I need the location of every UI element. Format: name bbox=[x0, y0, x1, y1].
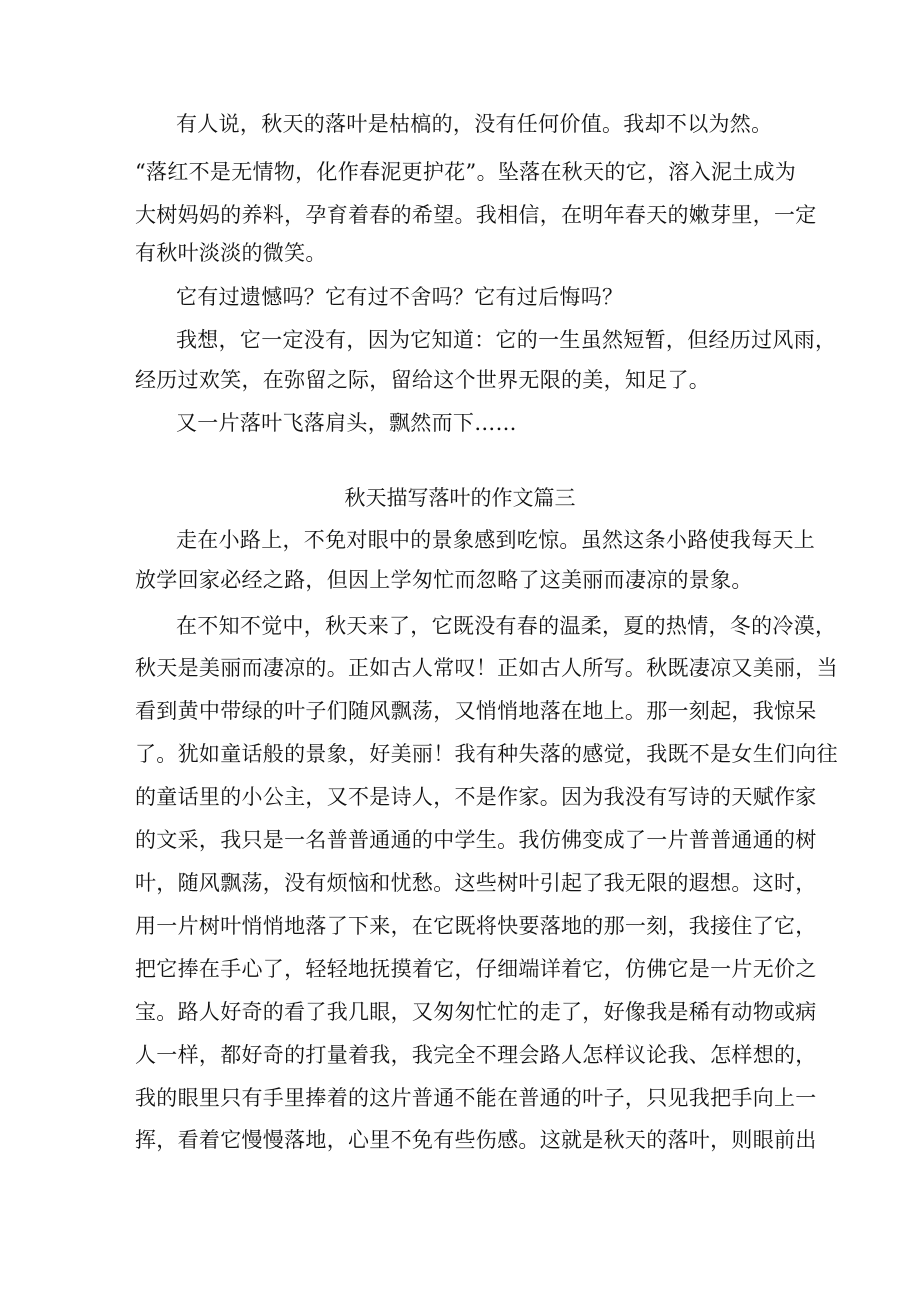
paragraph-line: 大树妈妈的养料，孕育着春的希望。我相信，在明年春天的嫩芽里，一定 bbox=[135, 203, 817, 227]
paragraph-line: 有人说，秋天的落叶是枯槁的，没有任何价值。我却不以为然。 bbox=[176, 112, 773, 136]
paragraph-line: 经历过欢笑，在弥留之际，留给这个世界无限的美，知足了。 bbox=[135, 368, 711, 392]
paragraph-line: 叶，随风飘荡，没有烦恼和忧愁。这些树叶引起了我无限的遐想。这时， bbox=[135, 871, 817, 895]
paragraph-line: 我的眼里只有手里捧着的这片普通不能在普通的叶子，只见我把手向上一 bbox=[135, 1086, 817, 1110]
paragraph-line: 放学回家必经之路，但因上学匆忙而忽略了这美丽而凄凉的景象。 bbox=[135, 568, 753, 592]
paragraph-line: 有秋叶淡淡的微笑。 bbox=[135, 241, 327, 265]
paragraph-line: 了。犹如童话般的景象，好美丽！我有种失落的感觉，我既不是女生们向往 bbox=[135, 742, 838, 766]
paragraph-line: 挥，看着它慢慢落地，心里不免有些伤感。这就是秋天的落叶，则眼前出 bbox=[135, 1128, 817, 1152]
paragraph-line: 把它捧在手心了，轻轻地抚摸着它，仔细端详着它，仿佛它是一片无价之 bbox=[135, 957, 817, 981]
paragraph-line: 又一片落叶飞落肩头，飘然而下…… bbox=[176, 411, 517, 435]
paragraph-line: 宝。路人好奇的看了我几眼，又匆匆忙忙的走了，好像我是稀有动物或病 bbox=[135, 1000, 817, 1024]
paragraph-line: 我想，它一定没有，因为它知道：它的一生虽然短暂，但经历过风雨， bbox=[176, 328, 837, 352]
section-title: 秋天描写落叶的作文篇三 bbox=[344, 486, 576, 510]
paragraph-line: 走在小路上，不免对眼中的景象感到吃惊。虽然这条小路使我每天上 bbox=[176, 528, 815, 552]
paragraph-line: 人一样，都好奇的打量着我，我完全不理会路人怎样议论我、怎样想的， bbox=[135, 1043, 817, 1067]
paragraph-line: 的童话里的小公主，又不是诗人，不是作家。因为我没有写诗的天赋作家 bbox=[135, 785, 817, 809]
paragraph-line: 的文采，我只是一名普普通通的中学生。我仿佛变成了一片普普通通的树 bbox=[135, 828, 817, 852]
paragraph-line: 看到黄中带绿的叶子们随风飘荡，又悄悄地落在地上。那一刻起，我惊呆 bbox=[135, 699, 817, 723]
paragraph-line: 它有过遗憾吗？它有过不舍吗？它有过后悔吗？ bbox=[176, 285, 624, 309]
paragraph-line: 秋天是美丽而凄凉的。正如古人常叹！正如古人所写。秋既凄凉又美丽，当 bbox=[135, 656, 838, 680]
paragraph-line: 用一片树叶悄悄地落了下来，在它既将快要落地的那一刻，我接住了它， bbox=[135, 914, 817, 938]
paragraph-line: 在不知不觉中，秋天来了，它既没有春的温柔，夏的热情，冬的冷漠， bbox=[176, 614, 837, 638]
paragraph-line: “落红不是无情物，化作春泥更护花”。坠落在秋天的它，溶入泥土成为 bbox=[135, 160, 797, 184]
